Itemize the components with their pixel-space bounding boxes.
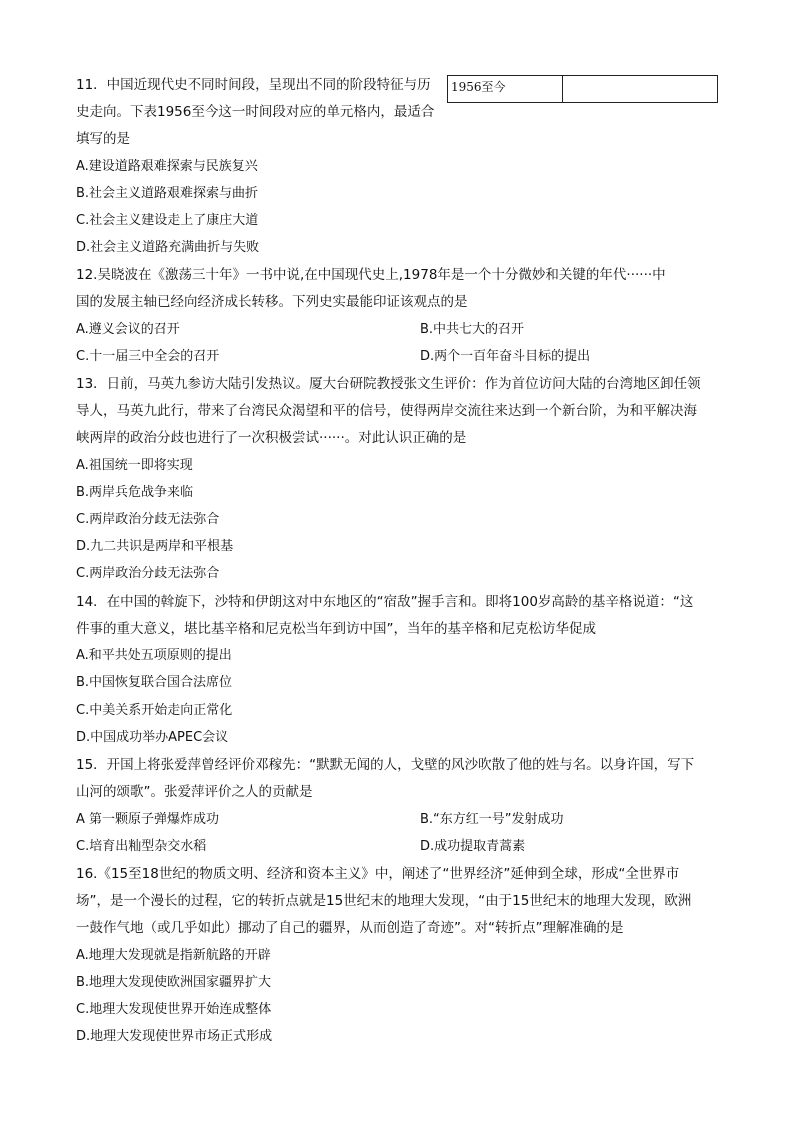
q15-option-b: B.“东方红一号”发射成功 bbox=[420, 812, 564, 827]
q11-option-c: C.社会主义建设走上了康庄大道 bbox=[76, 213, 259, 228]
q16-option-b: B.地理大发现使欧洲国家疆界扩大 bbox=[76, 975, 272, 990]
table-cell-period: 1956至今 bbox=[448, 76, 563, 103]
q16-stem-line-1: 16.《15至18世纪的物质文明、经济和资本主义》中，阐述了“世界经济”延伸到全球，形成“全世界市 bbox=[76, 866, 680, 882]
q15-option-a: A 第一颗原子弹爆炸成功 bbox=[76, 812, 220, 827]
q16-stem-line-2: 场”，是一个漫长的过程，它的转折点就是15世纪末的地理大发现，“由于15世纪末的地理大发现，欧洲 bbox=[76, 893, 692, 909]
q11-option-a: A.建设道路艰难探索与民族复兴 bbox=[76, 159, 258, 174]
q15-stem-line-1: 15．开国上将张爱萍曾经评价邓稼先：“默默无闻的人，戈壁的风沙吹散了他的姓与名。以身许国，写下 bbox=[76, 757, 695, 773]
q14-stem-line-1: 14．在中国的斡旋下，沙特和伊朗这对中东地区的“宿敌”握手言和。即将100岁高龄的基辛格说道：“这 bbox=[76, 594, 694, 610]
q13-stem-line-1: 13．日前，马英九参访大陆引发热议。厦大台研院教授张文生评价：作为首位访问大陆的台湾地区卸任领 bbox=[76, 376, 701, 392]
q14-option-a: A.和平共处五项原则的提出 bbox=[76, 648, 232, 663]
q13-stem-line-2: 导人，马英九此行，带来了台湾民众渴望和平的信号，使得两岸交流往来达到一个新台阶，为和平解决海 bbox=[76, 403, 697, 419]
table-cell-answer bbox=[563, 76, 718, 103]
q12-stem-line-2: 国的发展主轴已经向经济成长转移。下列史实最能印证该观点的是 bbox=[76, 294, 468, 310]
q12-option-a: A.遵义会议的召开 bbox=[76, 322, 180, 337]
q15-stem-line-2: 山河的颂歌”。张爱萍评价之人的贡献是 bbox=[76, 784, 313, 800]
q14-option-d: D.中国成功举办APEC会议 bbox=[76, 730, 229, 745]
q16-stem-line-3: 一鼓作气地（或几乎如此）挪动了自己的疆界，从而创造了奇迹”。对“转折点”理解准确的是 bbox=[76, 920, 624, 936]
q16-option-d: D.地理大发现使世界市场正式形成 bbox=[76, 1029, 273, 1044]
q13-option-d: D.九二共识是两岸和平根基 bbox=[76, 539, 234, 554]
q16-option-c: C.地理大发现使世界开始连成整体 bbox=[76, 1002, 272, 1017]
q11-period-table bbox=[447, 75, 718, 103]
q12-option-b: B.中共七大的召开 bbox=[420, 322, 525, 337]
q16-option-a: A.地理大发现就是指新航路的开辟 bbox=[76, 948, 271, 963]
q14-option-b: B.中国恢复联合国合法席位 bbox=[76, 675, 233, 690]
q13-option-b: B.两岸兵危战争来临 bbox=[76, 485, 194, 500]
q14-stem-line-2: 件事的重大意义，堪比基辛格和尼克松当年到访中国”，当年的基辛格和尼克松访华促成 bbox=[76, 621, 596, 637]
table-row bbox=[448, 76, 718, 103]
q11-stem-line-1: 11．中国近现代史不同时间段，呈现出不同的阶段特征与历 bbox=[76, 77, 431, 93]
q15-option-c: C.培育出籼型杂交水稻 bbox=[76, 839, 207, 854]
q12-stem-line-1: 12.吴晓波在《激荡三十年》一书中说,在中国现代史上,1978年是一个十分微妙和关键的年代······中 bbox=[76, 267, 666, 283]
q11-stem-line-3: 填写的是 bbox=[76, 131, 130, 147]
q12-option-d: D.两个一百年奋斗目标的提出 bbox=[420, 349, 591, 364]
q15-option-d: D.成功提取青蒿素 bbox=[420, 839, 526, 854]
q11-option-d: D.社会主义道路充满曲折与失败 bbox=[76, 240, 260, 255]
q13-option-c: C.两岸政治分歧无法弥合 bbox=[76, 512, 220, 527]
q11-option-b: B.社会主义道路艰难探索与曲折 bbox=[76, 186, 259, 201]
q11-stem-line-2: 史走向。下表1956至今这一时间段对应的单元格内，最适合 bbox=[76, 104, 435, 120]
q12-option-c: C.十一届三中全会的召开 bbox=[76, 349, 220, 364]
q13-option-c-repeat: C.两岸政治分歧无法弥合 bbox=[76, 566, 220, 581]
q14-option-c: C.中美关系开始走向正常化 bbox=[76, 703, 233, 718]
q13-option-a: A.祖国统一即将实现 bbox=[76, 458, 193, 473]
q13-stem-line-3: 峡两岸的政治分歧也进行了一次积极尝试······。对此认识正确的是 bbox=[76, 430, 467, 446]
